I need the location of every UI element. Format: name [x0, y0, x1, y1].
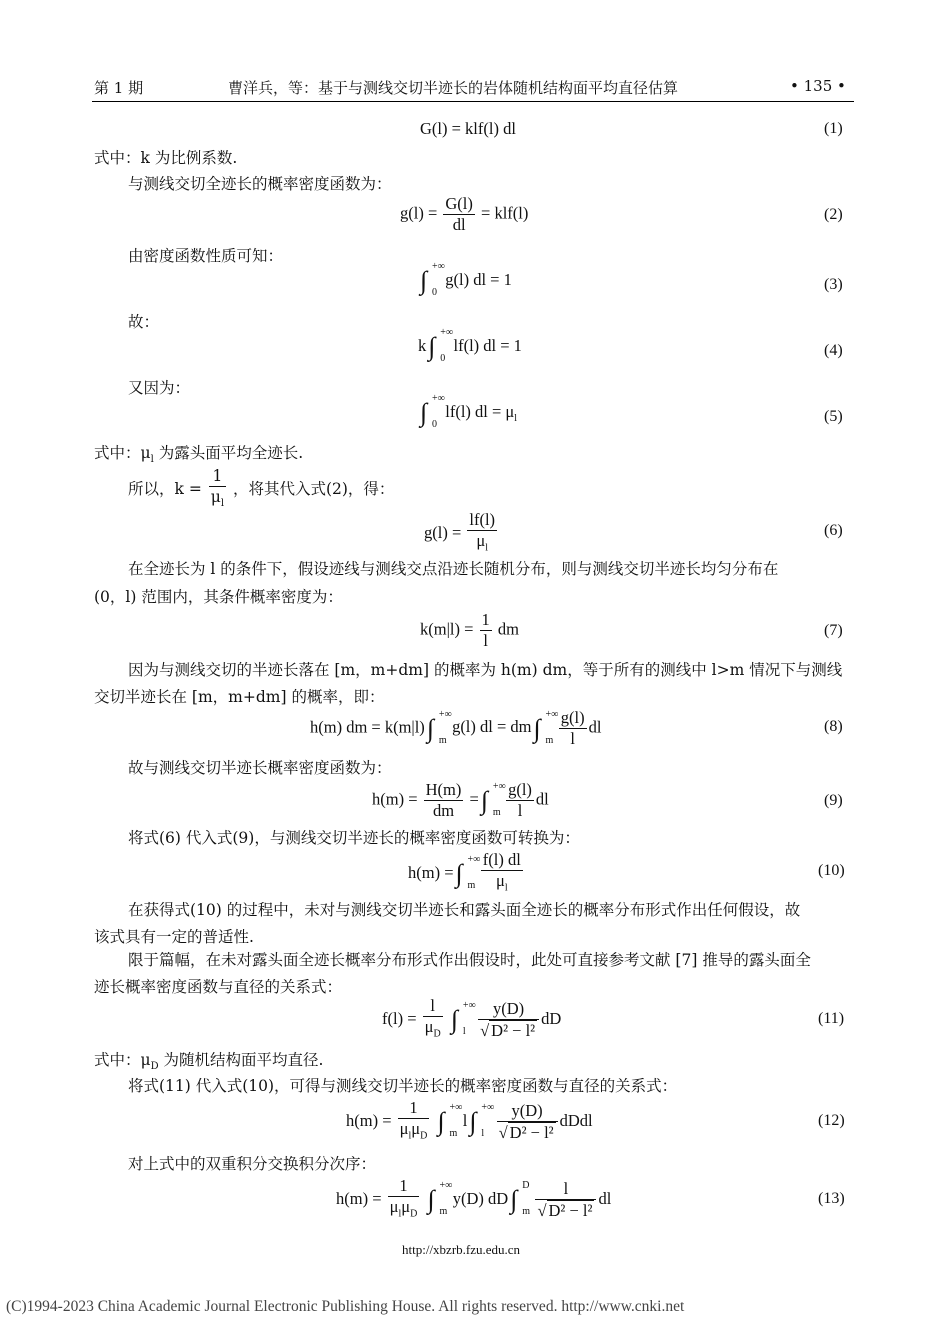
running-title: 曹洋兵，等：基于与测线交切半迹长的岩体随机结构面平均直径估算 [228, 79, 679, 97]
equation-number: (13) [818, 1190, 845, 1207]
equation-number: (12) [818, 1112, 845, 1129]
equation-number: (3) [824, 276, 843, 293]
equation-11: f(l) = $\frac{l}{\mu_D}$ ∫ +∞ l $\frac{y(D)}{\text{√ D² − l²}}$ dD [382, 996, 561, 1044]
journal-url[interactable]: http://xbzrb.fzu.edu.cn [402, 1242, 521, 1257]
paragraph-text: 又因为： [128, 379, 191, 397]
equation-6: g(l) = $\frac{lf(l)}{\mu_l}$ [424, 510, 499, 558]
page-number: • 135 • [790, 77, 846, 95]
equation-number: (8) [824, 718, 843, 735]
equation-number: (10) [818, 862, 845, 879]
paragraph-text: 与测线交切全迹长的概率密度函数为： [128, 175, 392, 193]
equation-9: h(m) = $\frac{H(m)}{dm}$ =∫ +∞ m $\frac{g(l)}{l}$ dl [372, 780, 549, 820]
header-rule [92, 101, 854, 102]
equation-4: k∫ +∞ 0 lf(l) dl = 1 [418, 327, 522, 364]
equation-5: ∫ +∞ 0 lf(l) dl = $\mu_l$ [420, 393, 518, 430]
equation-number: (6) [824, 522, 843, 539]
paragraph-text: 在全迹长为 l 的条件下，假设迹线与测线交点沿迹长随机分布，则与测线交切半迹长均匀分布在 [128, 560, 779, 578]
equation-12: h(m) = $\frac{1}{\mu_l\mu_D}$ ∫ +∞ m l∫ +∞ l $\frac{y(D)}{\text{√ D² − l²}}$ dDdl [346, 1098, 593, 1146]
paragraph-text: 式中：$\mu_D$ 为随机结构面平均直径. [94, 1051, 324, 1073]
equation-7: k(m|l) = $\frac{1}{l}$ dm [420, 610, 519, 650]
paragraph-text: 由密度函数性质可知： [128, 247, 284, 265]
paragraph-text: 该式具有一定的普适性. [94, 928, 254, 946]
paragraph-text: 所以，k = $\frac{1}{\mu_l}$ ，将其代入式(2)，得： [128, 466, 394, 514]
paragraph-text: 限于篇幅，在未对露头面全迹长概率分布形式作出假设时，此处可直接参考文献 [7] 推导的露头面全 [128, 951, 811, 969]
paragraph-text: 将式(6) 代入式(9)，与测线交切半迹长的概率密度函数可转换为： [128, 829, 580, 847]
equation-3: ∫ +∞ 0 g(l) dl = 1 [420, 261, 512, 298]
paragraph-text: 故： [128, 313, 160, 331]
paragraph-text: 因为与测线交切的半迹长落在 [m，m+dm] 的概率为 h(m) dm，等于所有的测线中 l>m 情况下与测线 [128, 661, 843, 679]
paragraph-text: 故与测线交切半迹长概率密度函数为： [128, 759, 392, 777]
equation-8: h(m) dm = k(m|l)∫ +∞ m g(l) dl = dm∫ +∞ m $\frac{g(l)}{l}$ dl [310, 708, 602, 748]
equation-number: (5) [824, 408, 843, 425]
paragraph-text: 迹长概率密度函数与直径的关系式： [94, 978, 343, 996]
paragraph-text: 式中：$\mu_l$ 为露头面平均全迹长. [94, 444, 304, 466]
equation-10: h(m) =∫ +∞ m $\frac{f(l) dl}{\mu_l}$ [408, 850, 525, 898]
paragraph-text: 式中：k 为比例系数. [94, 149, 238, 167]
equation-number: (2) [824, 206, 843, 223]
paragraph-text: 对上式中的双重积分交换积分次序： [128, 1155, 377, 1173]
paragraph-text: (0，l) 范围内，其条件概率密度为： [94, 588, 343, 606]
paragraph-text: 将式(11) 代入式(10)，可得与测线交切半迹长的概率密度函数与直径的关系式： [128, 1077, 678, 1095]
equation-13: h(m) = $\frac{1}{\mu_l\mu_D}$ ∫ +∞ m y(D) dD∫ D m $\frac{l}{\text{√ D² − l²}}$ dl [336, 1176, 611, 1224]
paragraph-text: 在获得式(10) 的过程中，未对与测线交切半迹长和露头面全迹长的概率分布形式作出任何假设，故 [128, 901, 801, 919]
equation-number: (9) [824, 792, 843, 809]
equation-number: (1) [824, 120, 843, 137]
equation-2: g(l) = $\frac{G(l)}{dl}$ = klf(l) [400, 194, 529, 234]
equation-number: (7) [824, 622, 843, 639]
equation-1: G(l) = klf(l) dl [420, 119, 516, 138]
issue-label: 第 1 期 [94, 79, 144, 97]
equation-number: (4) [824, 342, 843, 359]
equation-number: (11) [818, 1010, 845, 1027]
copyright-notice: (C)1994-2023 China Academic Journal Electronic Publishing House. All rights reserved. http://www.cnki.net [6, 1298, 685, 1315]
paragraph-text: 交切半迹长在 [m，m+dm] 的概率，即： [94, 688, 385, 706]
